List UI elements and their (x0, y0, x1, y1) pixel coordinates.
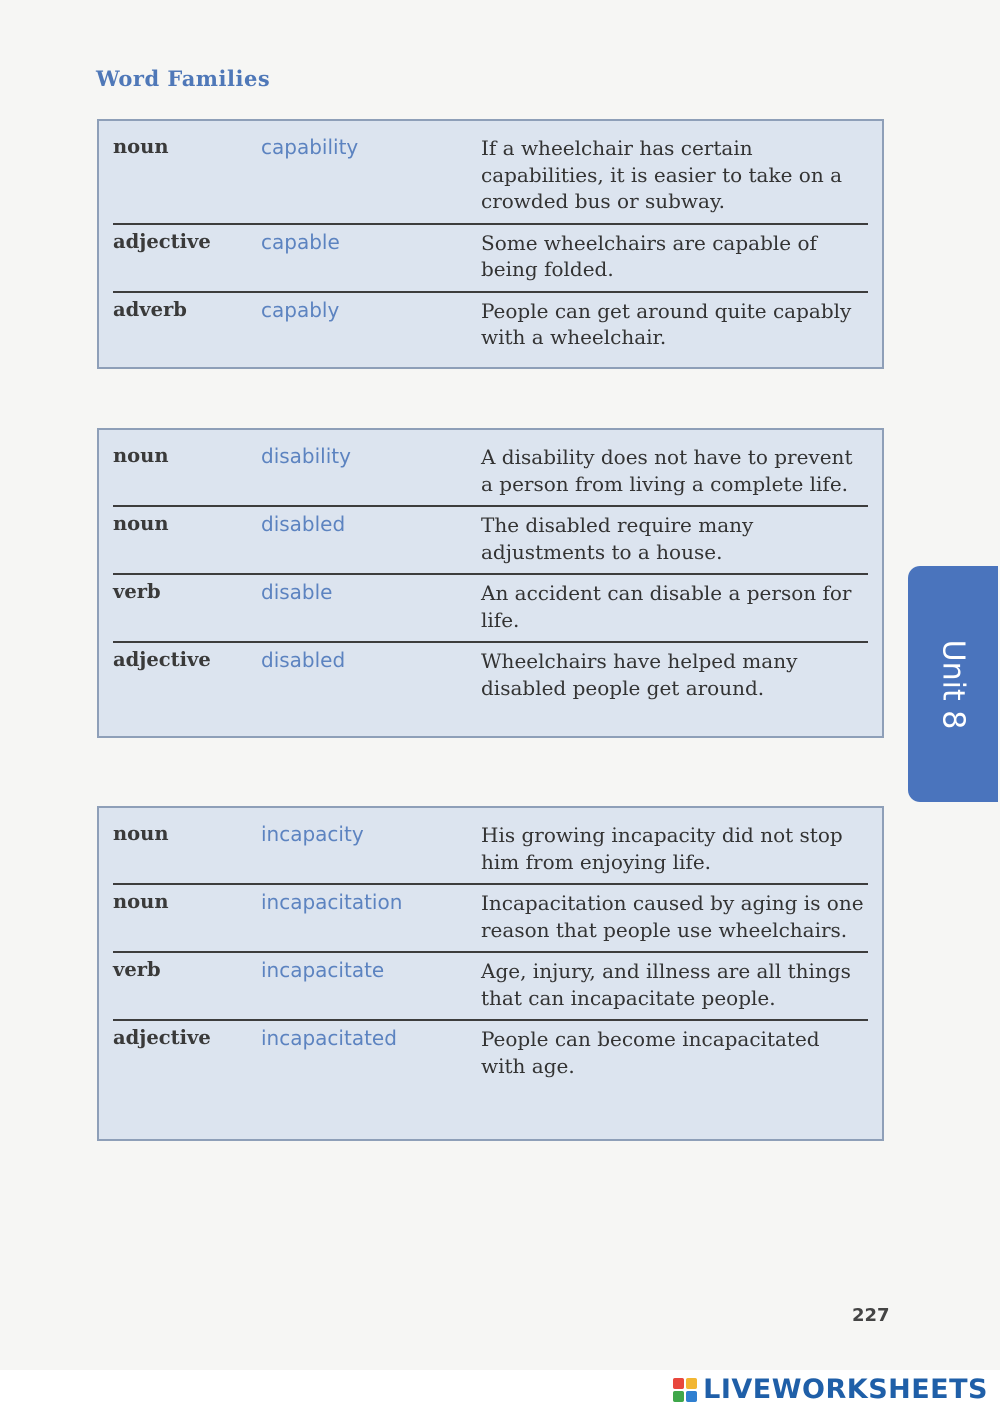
table-row (113, 440, 868, 505)
part-of-speech: verb (113, 958, 161, 981)
example-sentence: Age, injury, and illness are all things that can incapacitate people. (481, 959, 851, 1010)
part-of-speech: adverb (113, 297, 187, 321)
word-family-table-1 (97, 119, 884, 369)
word-form: disable (261, 580, 333, 604)
unit-tab (908, 566, 998, 802)
word-form: incapacitate (261, 958, 385, 982)
word-form: disability (261, 444, 351, 468)
part-of-speech: noun (113, 512, 169, 535)
table-row (113, 883, 868, 951)
word-form: capably (261, 297, 340, 322)
table-row (113, 573, 868, 641)
table-row (113, 131, 868, 223)
word-form: capable (261, 229, 340, 254)
word-form: incapacity (261, 822, 364, 846)
example-sentence: Wheelchairs have helped many disabled people get around. (481, 649, 798, 700)
part-of-speech: noun (113, 135, 169, 158)
example-sentence: People can get around quite capably with a wheelchair. (481, 298, 852, 349)
table-row (113, 818, 868, 883)
word-form: disabled (261, 648, 346, 672)
part-of-speech: verb (113, 580, 161, 603)
example-sentence: Some wheelchairs are capable of being folded. (481, 230, 817, 281)
table-row (113, 641, 868, 709)
example-sentence: An accident can disable a person for life. (481, 581, 852, 632)
liveworksheets-logo-icon (673, 1378, 697, 1402)
example-sentence: His growing incapacity did not stop him from enjoying life. (481, 823, 843, 874)
example-sentence: The disabled require many adjustments to a house. (481, 513, 754, 564)
part-of-speech: adjective (113, 648, 211, 671)
table-row (113, 1019, 868, 1087)
word-family-table-2 (97, 428, 884, 738)
table-row (113, 223, 868, 291)
part-of-speech: adjective (113, 229, 211, 253)
word-form: incapacitated (261, 1026, 397, 1050)
table-row (113, 951, 868, 1019)
part-of-speech: noun (113, 822, 169, 845)
word-form: capability (261, 135, 359, 159)
brand-logo[interactable] (673, 1374, 988, 1405)
part-of-speech: noun (113, 444, 169, 467)
example-sentence: If a wheelchair has certain capabilities, it is easier to take on a crowded bus or subway. (481, 136, 842, 213)
table-row (113, 291, 868, 359)
section-title: Word Families (96, 66, 271, 91)
part-of-speech: noun (113, 890, 169, 913)
page-number: 227 (852, 1305, 890, 1326)
example-sentence: Incapacitation caused by aging is one reason that people use wheelchairs. (481, 891, 864, 942)
word-form: disabled (261, 512, 346, 536)
example-sentence: A disability does not have to prevent a person from living a complete life. (481, 445, 853, 496)
example-sentence: People can become incapacitated with age. (481, 1027, 820, 1078)
table-row (113, 505, 868, 573)
word-form: incapacitation (261, 890, 403, 914)
word-family-table-3 (97, 806, 884, 1141)
brand-name: LIVEWORKSHEETS (703, 1374, 988, 1405)
part-of-speech: adjective (113, 1026, 211, 1049)
unit-tab-label: Unit 8 (935, 639, 971, 729)
